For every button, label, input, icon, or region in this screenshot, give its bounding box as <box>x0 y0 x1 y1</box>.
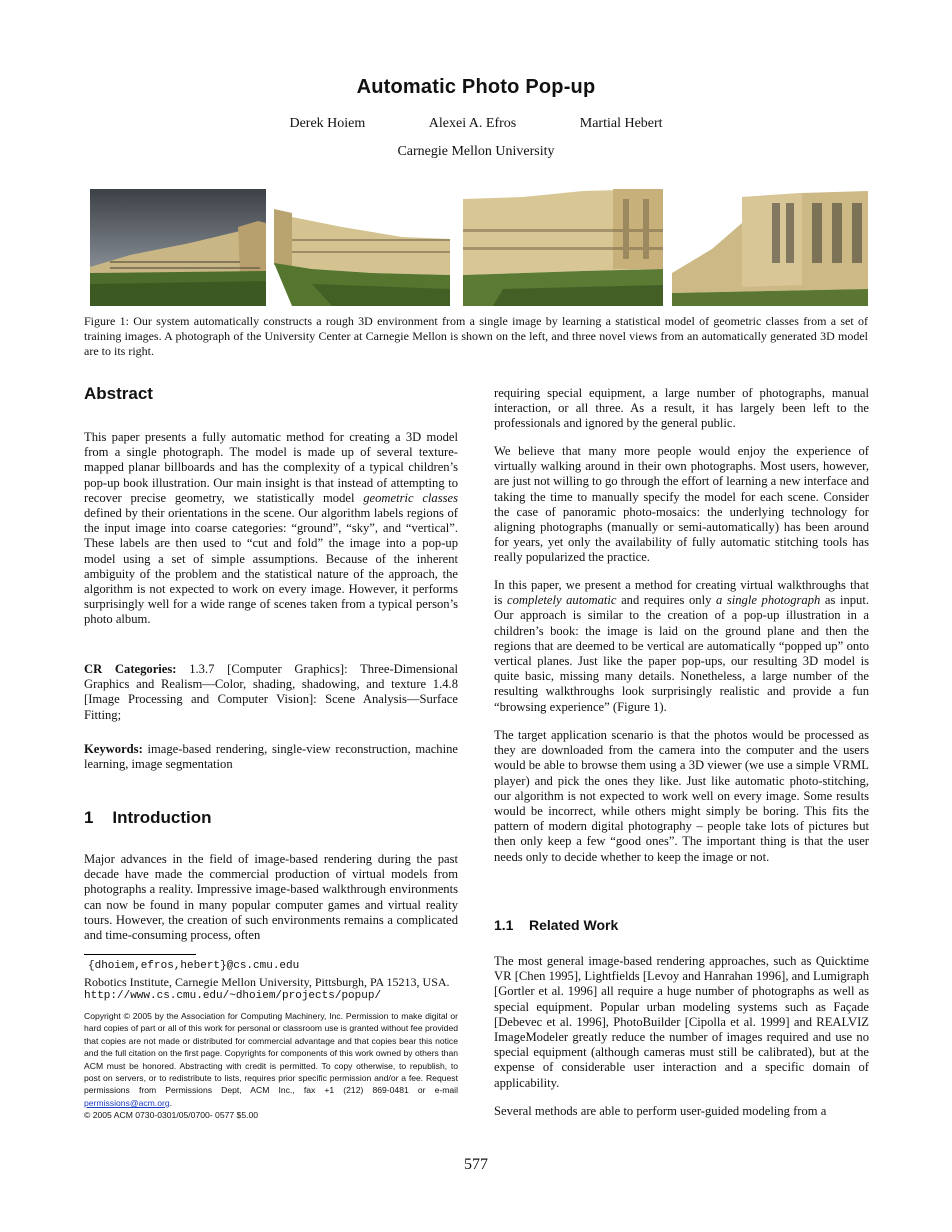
paper-title: Automatic Photo Pop-up <box>356 76 596 98</box>
right-paragraph-3: The target application scenario is that the photos would be processed as they are downloaded from the camera into the computer and the users would be able to browse them using a 3D viewer (we use a simple VRML player) and pick the ones they like. Just like automatic photo-stitching, our algorithm is not expected to work well on every image. Some results would be incorrect, while others might simply be boring. This fits the pattern of modern digital photography – people take lots of pictures but then only keep a few “good ones”. The important thing is that the user needs only to decide whether to keep the image or not. <box>494 728 869 864</box>
figure-caption: Figure 1: Our system automatically constructs a rough 3D environment from a single image by learning a statistical model of geometric classes from a set of training images. A photograph of the University Center at Carnegie Mellon is shown on the left, and three novel views from an automatically generated 3D model are to its right. <box>84 314 868 358</box>
single-photograph-emphasis: a single photograph <box>715 593 821 608</box>
footnote-institution: Robotics Institute, Carnegie Mellon University, Pittsburgh, PA 15213, USA. <box>84 975 450 989</box>
abstract-text-part-2: defined by their orientations in the scene. Our algorithm labels regions of the input image into coarse categories: “ground”, “sky”, and “vertical”. These labels are then used to “cut and fold” the image into a pop-up model using a set of simple assumptions. Because of the inherent ambiguity of the problem and the statistical nature of the approach, the algorithm is not expected to work on every image. However, it performs surprisingly well for a wide range of scenes taken from a typical person’s photo album. <box>84 506 458 627</box>
right-paragraph-4: The most general image-based rendering approaches, such as Quicktime VR [Chen 1995], Lightfields [Levoy and Hanrahan 1996], and Lumigraph [Gortler et al. 1996] all require a huge number of photographs as well as special equipment. Popular urban modeling systems such as Façade [Debevec et al. 1996], PhotoBuilder [Cipolla et al. 1999] and REALVIZ ImageModeler greatly reduce the number of images required and use no special equipment (although cameras must still be calibrated), but at the expense of considerable user interaction and a specific domain of applicability. <box>494 954 869 1090</box>
figure-photo-view-1 <box>272 189 452 306</box>
keywords <box>84 742 458 772</box>
copyright-text: Copyright © 2005 by the Association for Computing Machinery, Inc. Permission to make digital or hard copies of part or all of this work for personal or classroom use is granted without fee provided that copies are not made or distributed for commercial advantage and that copies bear this notice and the full citation on the first page. Copyrights for components of this work owned by others than ACM must be honored. Abstracting with credit is permitted. To copy otherwise, to republish, to post on servers, or to redistribute to lists, requires prior specific permission and/or a fee. Request permissions from Permissions Dept, ACM Inc., fax +1 (212) 869-0481 or e-mail <box>84 1011 458 1096</box>
completely-automatic-emphasis: completely automatic <box>506 593 617 608</box>
footnote-url: http://www.cs.cmu.edu/~dhoiem/projects/popup/ <box>84 990 382 1002</box>
cr-categories-label: CR Categories: <box>84 662 177 676</box>
permissions-email-link[interactable]: permissions@acm.org <box>84 1097 170 1108</box>
abstract-heading: Abstract <box>84 384 153 403</box>
abstract-text <box>84 430 458 628</box>
author-2: Alexei A. Efros <box>428 116 517 131</box>
footnote-rule <box>84 954 196 955</box>
author-3: Martial Hebert <box>579 116 663 131</box>
author-list <box>0 116 952 132</box>
right-paragraph-2-part-3: as input. Our approach is similar to the creation of a pop-up illustration in a children’s book: the image is laid on the ground plane and then the regions that are deemed to be vertical are automatically “popped up” onto vertical planes. Just like the paper pop-ups, our resulting 3D model is quite basic, missing many details. Nonetheless, a large number of the resulting walkthroughs look surprisingly realistic and provide a fun “browsing experience” (Figure 1). <box>494 593 869 714</box>
related-work-heading: 1.1 Related Work <box>494 917 619 933</box>
abstract-text-part-1: This paper presents a fully automatic method for creating a 3D model from a single photograph. The model is made up of several texture-mapped planar billboards and has the complexity of a typical children’s pop-up book illustration. Our main insight is that instead of attempting to recover precise geometry, we statistically model <box>84 430 458 505</box>
copyright-notice <box>84 1010 458 1122</box>
abstract-emphasis: geometric classes <box>363 490 459 505</box>
right-paragraph-2-part-2: and requires only <box>616 593 716 608</box>
right-paragraph-5: Several methods are able to perform user-guided modeling from a <box>494 1104 827 1118</box>
copyright-end: . <box>169 1097 173 1108</box>
introduction-heading: 1 Introduction <box>84 808 212 827</box>
acm-copyright-line: © 2005 ACM 0730-0301/05/0700- 0577 $5.00 <box>84 1110 259 1121</box>
author-1: Derek Hoiem <box>289 116 366 131</box>
cr-categories <box>84 662 458 723</box>
right-paragraph-0: requiring special equipment, a large number of photographs, manual interaction, or all three. As a result, it has largely been left to the professionals and ignored by the general public. <box>494 386 869 431</box>
figure-photo-original <box>90 189 266 306</box>
affiliation: Carnegie Mellon University <box>397 144 555 159</box>
right-paragraph-1: We believe that many more people would enjoy the experience of virtually walking around in their own photographs. Most users, however, are just not willing to go through the effort of learning a new interface and taking the time to manually specify the model for each scene. Consider the case of panoramic photo-mosaics: the underlying technology for aligning photographs (manually or semi-automatically) has been around for years, yet only the availability of fully automatic stitching tools has really popularized the practice. <box>494 444 869 565</box>
cr-categories-text: 1.3.7 [Computer Graphics]: Three-Dimensional Graphics and Realism—Color, shading, shadowing, and texture 1.4.8 [Image Processing and Computer Vision]: Scene Analysis—Surface Fitting; <box>84 662 458 722</box>
page-number: 577 <box>464 1156 488 1173</box>
right-paragraph-2 <box>494 578 869 715</box>
keywords-text: image-based rendering, single-view reconstruction, machine learning, image segmentation <box>84 742 458 772</box>
right-paragraph-2-part-1: In this paper, we present a method for creating virtual walkthroughs that is <box>494 578 869 608</box>
figure-photo-view-3 <box>672 189 868 306</box>
keywords-label: Keywords: <box>84 742 143 756</box>
introduction-paragraph: Major advances in the field of image-based rendering during the past decade have made the commercial production of virtual models from photographs a reality. Impressive image-based walkthrough environments can now be found in many popular computer games and virtual reality tours. However, the creation of such environments remains a complicated and time-consuming process, often <box>84 852 458 943</box>
figure-photo-view-2 <box>463 189 663 306</box>
footnote-email: {dhoiem,efros,hebert}@cs.cmu.edu <box>88 960 300 972</box>
